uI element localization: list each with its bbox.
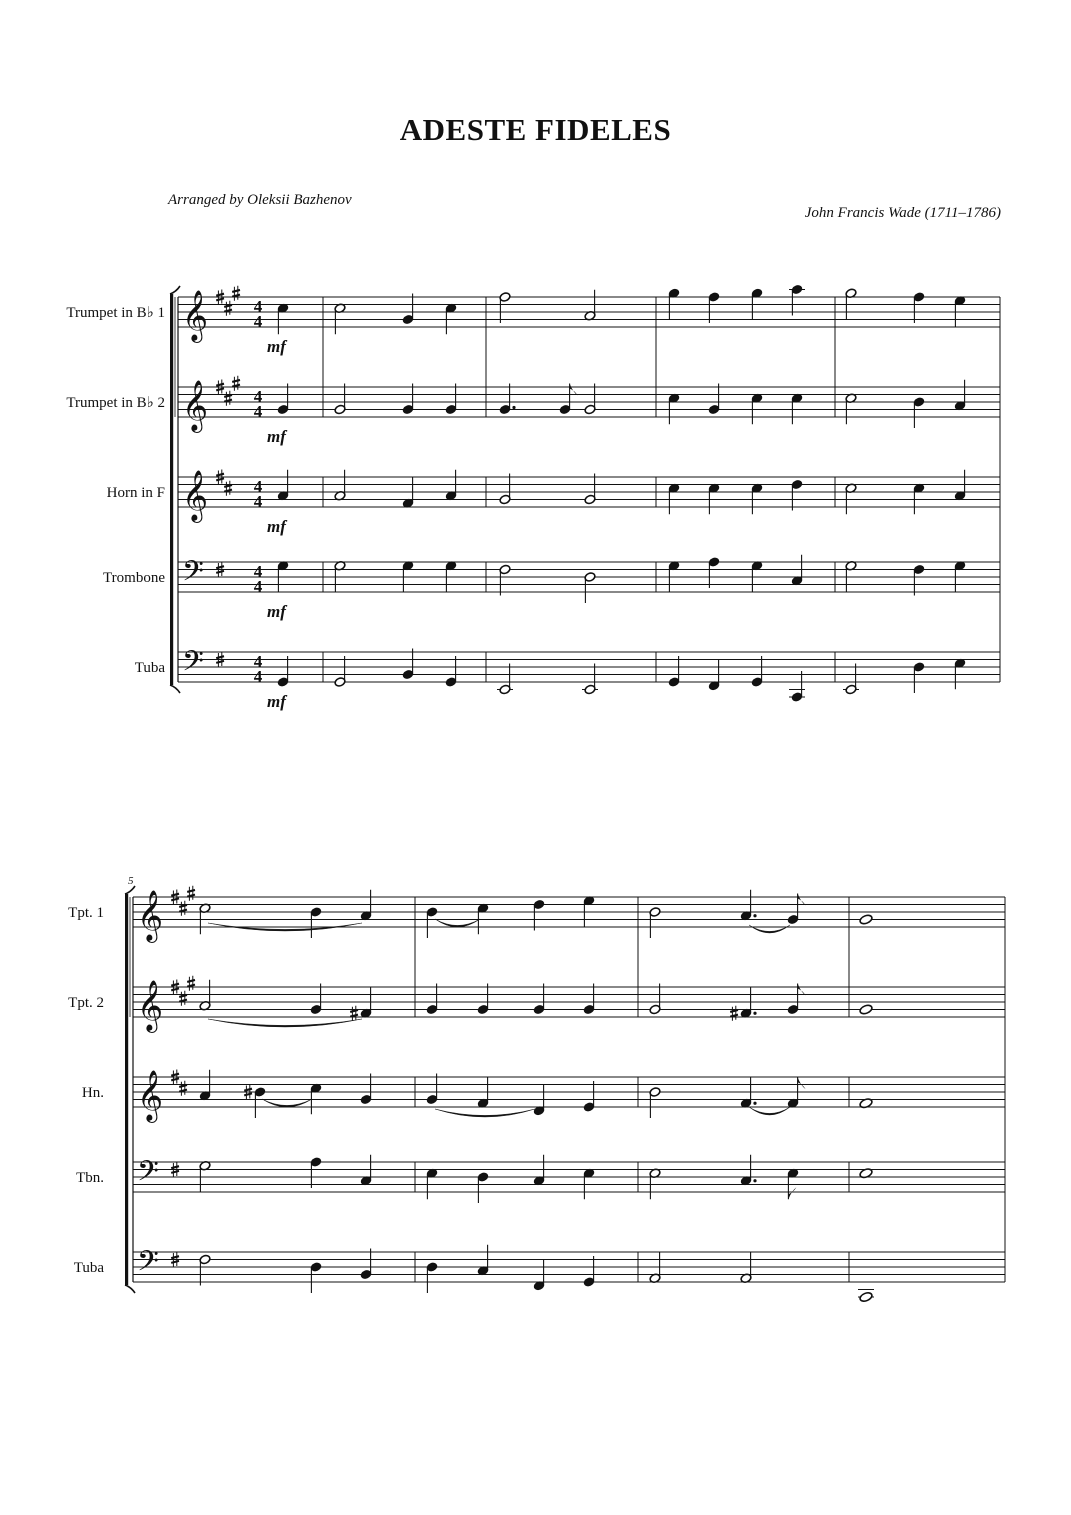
note-head — [859, 914, 873, 926]
instrument-name: Trombone — [103, 570, 165, 586]
treble-clef-icon: 𝄞 — [137, 890, 164, 941]
instrument-name: Trumpet in B♭ 2 — [66, 395, 165, 411]
instrument-name: Trumpet in B♭ 1 — [66, 305, 165, 321]
arranger-credit: Arranged by Oleksii Bazhenov — [168, 192, 352, 208]
time-signature-top: 4 — [253, 652, 263, 671]
staff — [133, 1245, 1005, 1285]
time-signature-top: 4 — [253, 387, 263, 406]
instrument-name: Tuba — [73, 1260, 104, 1276]
treble-clef-icon: 𝄞 — [182, 290, 209, 341]
measure-number: 5 — [128, 875, 134, 887]
composer-credit: John Francis Wade (1711–1786) — [804, 205, 1001, 221]
treble-clef-icon: 𝄞 — [182, 380, 209, 431]
time-signature-top: 4 — [253, 297, 263, 316]
treble-clef-icon: 𝄞 — [182, 470, 209, 521]
time-signature-top: 4 — [253, 477, 263, 496]
dynamic-marking: mf — [267, 602, 286, 621]
bass-clef-icon: 𝄢 — [137, 1245, 159, 1285]
time-signature-bottom: 4 — [253, 312, 263, 331]
system-1 — [66, 284, 1000, 711]
dynamic-marking: mf — [267, 692, 286, 711]
bass-clef-icon: 𝄢 — [137, 1155, 159, 1195]
treble-clef-icon: 𝄞 — [137, 1070, 164, 1121]
time-signature-bottom: 4 — [253, 577, 263, 596]
instrument-name: Tpt. 1 — [68, 905, 104, 921]
staff — [178, 376, 1000, 433]
staff — [133, 976, 1005, 1033]
time-signature-bottom: 4 — [253, 492, 263, 511]
time-signature-bottom: 4 — [253, 402, 263, 421]
instrument-name: Tbn. — [76, 1170, 104, 1186]
instrument-name: Tpt. 2 — [68, 995, 104, 1011]
instrument-name: Tuba — [134, 660, 165, 676]
note-head — [859, 1004, 873, 1016]
dynamic-marking: mf — [267, 427, 286, 446]
system-2 — [68, 875, 1005, 1303]
note-head — [859, 1291, 873, 1303]
staff — [133, 1070, 1005, 1124]
bass-clef-icon: 𝄢 — [182, 555, 204, 595]
instrument-name: Hn. — [81, 1085, 104, 1101]
score-title: ADESTE FIDELES — [399, 112, 672, 147]
dynamic-marking: mf — [267, 337, 286, 356]
instrument-name: Horn in F — [106, 485, 165, 501]
staff — [178, 645, 1000, 686]
staff — [133, 886, 1005, 943]
dynamic-marking: mf — [267, 517, 286, 536]
staff — [133, 1155, 1005, 1195]
time-signature-bottom: 4 — [253, 667, 263, 686]
bass-clef-icon: 𝄢 — [182, 645, 204, 685]
time-signature-top: 4 — [253, 562, 263, 581]
treble-clef-icon: 𝄞 — [137, 980, 164, 1031]
